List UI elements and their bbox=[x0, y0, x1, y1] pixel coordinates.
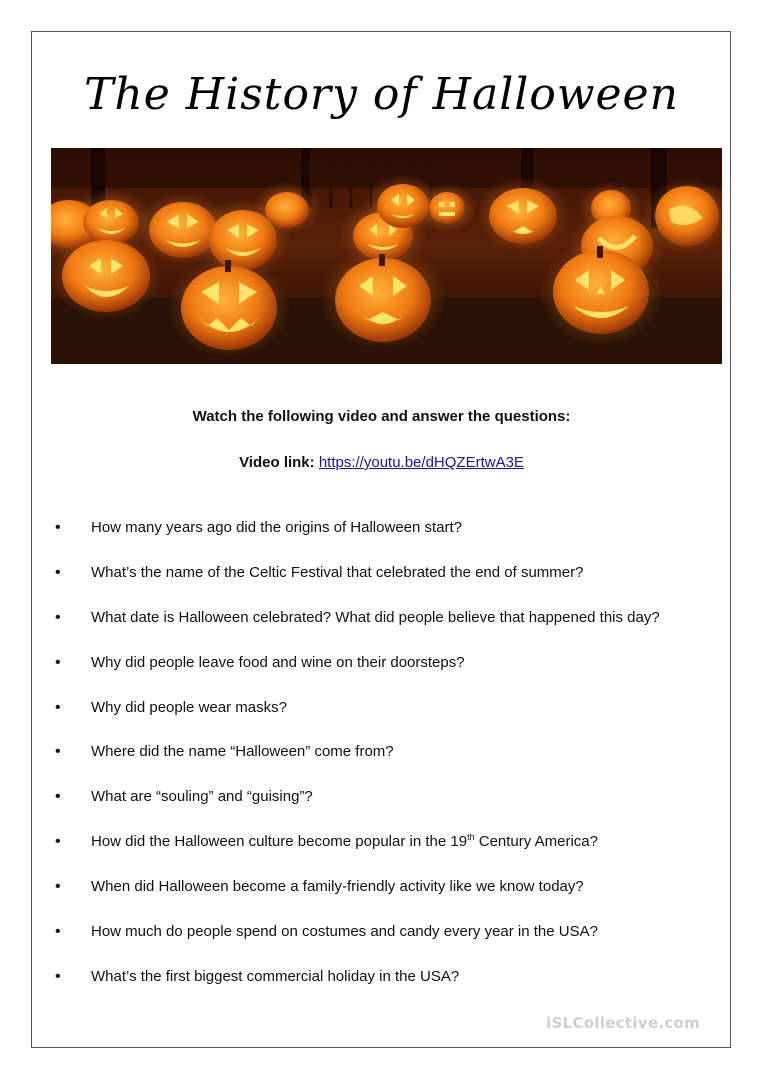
instructions-text: Watch the following video and answer the questions: bbox=[192, 408, 571, 425]
question-text: Why did people wear masks? bbox=[91, 698, 287, 716]
question-item bbox=[0, 967, 763, 1012]
question-item bbox=[0, 653, 763, 698]
question-text: How much do people spend on costumes and candy every year in the USA? bbox=[91, 923, 598, 941]
bullet-icon: • bbox=[55, 698, 61, 716]
bullet-icon: • bbox=[55, 833, 61, 851]
question-item bbox=[0, 563, 763, 608]
bullet-icon: • bbox=[55, 563, 61, 581]
worksheet-title: The History of Halloween bbox=[84, 69, 679, 120]
question-item bbox=[0, 877, 763, 922]
bullet-icon: • bbox=[55, 743, 61, 761]
bullet-icon: • bbox=[55, 653, 61, 671]
question-text: How many years ago did the origins of Halloween start? bbox=[91, 519, 463, 536]
question-item bbox=[0, 608, 763, 653]
question-item bbox=[0, 832, 763, 877]
question-item bbox=[0, 698, 763, 743]
bullet-icon: • bbox=[55, 923, 61, 941]
question-text: What’s the name of the Celtic Festival that celebrated the end of summer? bbox=[91, 563, 584, 581]
question-text: Where did the name “Halloween” come from? bbox=[91, 743, 394, 761]
bullet-icon: • bbox=[55, 878, 61, 896]
bullet-icon: • bbox=[55, 788, 61, 806]
bullet-icon: • bbox=[55, 608, 61, 626]
question-item bbox=[0, 742, 763, 787]
question-text: What are “souling” and “guising”? bbox=[91, 788, 313, 806]
question-list bbox=[0, 518, 763, 1012]
bullet-icon: • bbox=[55, 967, 61, 985]
question-text: What’s the first biggest commercial holiday in the USA? bbox=[91, 967, 460, 985]
question-item bbox=[0, 518, 763, 563]
question-text: When did Halloween become a family-friendly activity like we know today? bbox=[91, 878, 584, 896]
video-link-row bbox=[0, 453, 763, 473]
video-link[interactable]: https://youtu.be/dHQZErtwA3E bbox=[318, 454, 524, 471]
bullet-icon: • bbox=[55, 519, 61, 536]
question-item bbox=[0, 922, 763, 967]
pumpkin-banner-image bbox=[51, 148, 722, 364]
site-watermark: iSLCollective.com bbox=[546, 1014, 701, 1032]
question-item bbox=[0, 787, 763, 832]
question-text: What date is Halloween celebrated? What did people believe that happened this day? bbox=[91, 608, 660, 626]
video-link-label: Video link: bbox=[239, 454, 315, 471]
question-text: How did the Halloween culture become popular in the 19th Century America? bbox=[91, 832, 598, 851]
question-text: Why did people leave food and wine on their doorsteps? bbox=[91, 653, 465, 671]
